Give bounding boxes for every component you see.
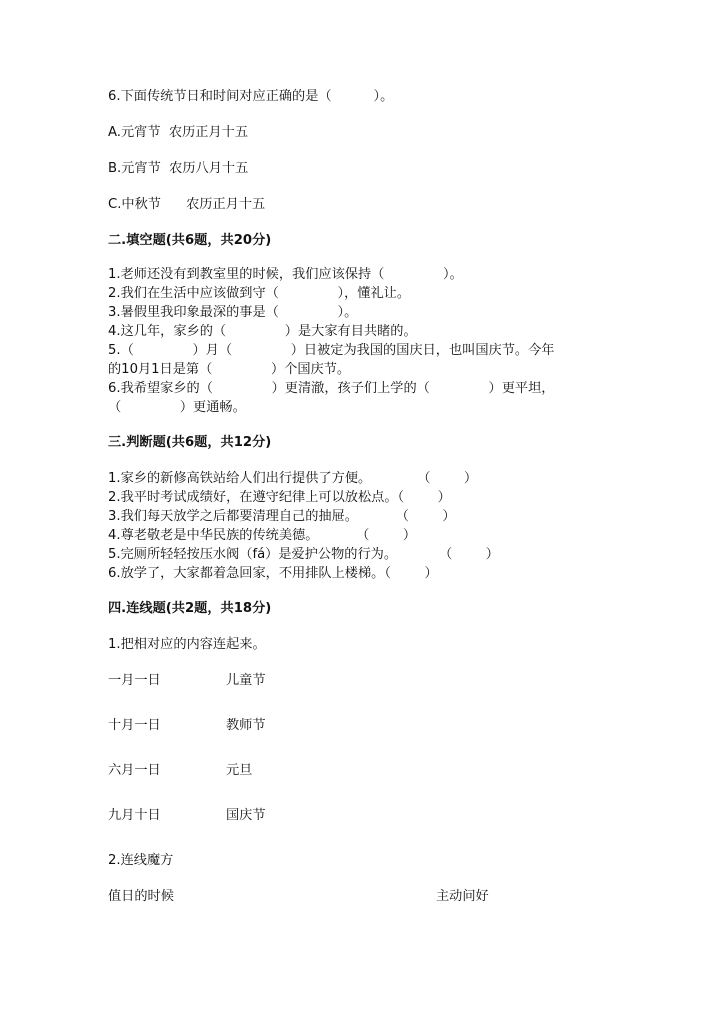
- match-right-item: 儿童节: [226, 673, 266, 688]
- section2-heading: 二.填空题(共6题，共20分): [108, 233, 272, 248]
- match-right-item: 国庆节: [226, 808, 266, 823]
- match-q2-right-item: 主动问好: [436, 889, 489, 904]
- judge-line-1: 1.家乡的新修高铁站给人们出行提供了方便。 （ ）: [108, 471, 478, 486]
- fill-line-5: 5.（ ）月（ ）日被定为我国的国庆日，也叫国庆节。今年: [108, 343, 555, 358]
- match-q2-stem: 2.连线魔方: [108, 853, 174, 868]
- section4-heading: 四.连线题(共2题，共18分): [108, 601, 272, 616]
- q6-option-b: B.元宵节 农历八月十五: [108, 161, 249, 176]
- judge-line-5: 5.完厕所轻轻按压水阀（fá）是爱护公物的行为。 （ ）: [108, 547, 499, 562]
- judge-line-4: 4.尊老敬老是中华民族的传统美德。 （ ）: [108, 528, 417, 543]
- match-q1-stem: 1.把相对应的内容连起来。: [108, 637, 266, 652]
- q6-option-c: C.中秋节 农历正月十五: [108, 197, 266, 212]
- fill-line-3: 3.暑假里我印象最深的事是（ ）。: [108, 305, 358, 320]
- match-left-item: 六月一日: [108, 763, 161, 778]
- judge-line-3: 3.我们每天放学之后都要清理自己的抽屉。 （ ）: [108, 509, 456, 524]
- match-right-item: 元旦: [226, 763, 253, 778]
- match-right-item: 教师节: [226, 718, 266, 733]
- match-left-item: 十月一日: [108, 718, 161, 733]
- match-left-item: 一月一日: [108, 673, 161, 688]
- q6-option-a: A.元宵节 农历正月十五: [108, 125, 249, 140]
- match-left-item: 九月十日: [108, 808, 161, 823]
- fill-line-2: 2.我们在生活中应该做到守（ ），懂礼让。: [108, 286, 411, 301]
- match-q2-left-item: 值日的时候: [108, 889, 174, 904]
- fill-line-6: 的10月1日是第（ ）个国庆节。: [108, 362, 351, 377]
- judge-line-6: 6.放学了，大家都着急回家，不用排队上楼梯。（ ）: [108, 566, 438, 581]
- fill-line-1: 1.老师还没有到教室里的时候，我们应该保持（ ）。: [108, 267, 463, 282]
- q6-stem: 6.下面传统节日和时间对应正确的是（ ）。: [108, 89, 394, 104]
- fill-line-4: 4.这几年，家乡的（ ）是大家有目共睹的。: [108, 324, 417, 339]
- section3-heading: 三.判断题(共6题，共12分): [108, 435, 272, 450]
- fill-line-7: 6.我希望家乡的（ ）更清澈，孩子们上学的（ ）更平坦，: [108, 381, 555, 396]
- judge-line-2: 2.我平时考试成绩好，在遵守纪律上可以放松点。（ ）: [108, 490, 451, 505]
- fill-line-8: （ ）更通畅。: [108, 400, 246, 415]
